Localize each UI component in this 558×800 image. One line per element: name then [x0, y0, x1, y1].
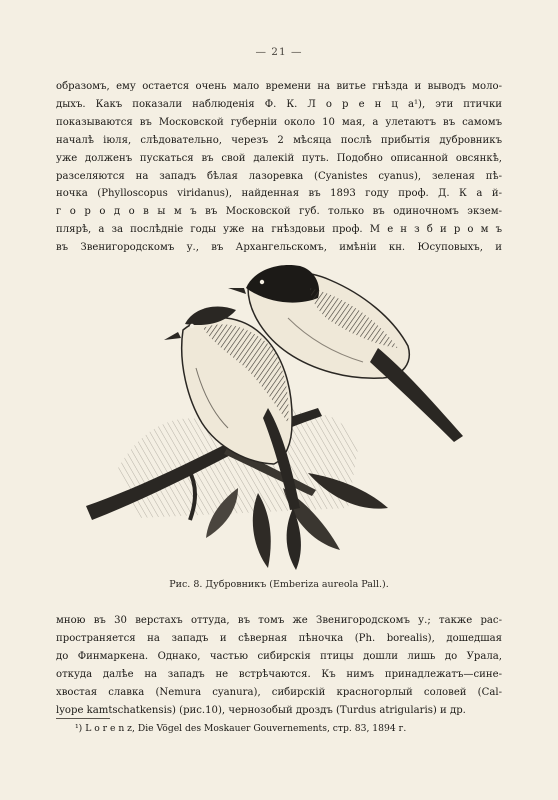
text-line: мною въ 30 верстахъ оттуда, въ томъ же Звенигородскомъ у.; также рас- [56, 615, 502, 626]
page-number: — 21 — [255, 46, 303, 58]
paragraph-upper [56, 78, 502, 257]
text-line: до Финмаркена. Однако, частью сибирскія птицы дошли лишь до Урала, [56, 650, 502, 662]
text-line: плярѣ, а за послѣдніе годы уже на гнѣздовьи проф. М е н з б и р о м ъ [56, 224, 502, 236]
paragraph-lower [56, 612, 502, 719]
footnote: ¹) L o r e n z, Die Vögel des Moskauer Gouvernements, стр. 83, 1894 г. [75, 723, 407, 734]
text-line: откуда далѣе на западъ не встрѣчаются. Къ нимъ принадлежатъ—сине- [56, 668, 502, 680]
text-line: въ Звенигородскомъ у., въ Архангельскомъ, имѣніи кн. Юсуповыхъ, и [56, 242, 502, 254]
footnote-rule [56, 718, 110, 719]
text-line: пространяется на западъ и сѣверная пѣночка (Ph. borealis), дошедшая [56, 632, 502, 644]
text-line: lyope kamtschatkensis) (рис.10), чернозобый дроздъ (Turdus atrigularis) и др. [56, 704, 466, 716]
text-line: хвостая славка (Nemura cyanura), сибирскій красногорлый соловей (Cal- [56, 686, 502, 698]
text-line: г о р о д о в ы м ъ въ Московской губ. только въ одиночномъ экзем- [56, 206, 502, 218]
bird-engraving-illustration [78, 258, 478, 574]
text-line: разселяются на западъ бѣлая лазоревка (Cyanistes cyanus), зеленая пѣ- [56, 170, 502, 182]
text-line: уже долженъ пускаться въ свой далекій путь. Подобно описанной овсянкѣ, [56, 152, 502, 164]
text-line: показываются въ Московской губерніи около 10 мая, а улетаютъ въ самомъ [56, 116, 502, 128]
text-line: дыхъ. Какъ показали наблюденія Ф. К. Л о р е н ц а¹), эти птички [56, 98, 502, 110]
text-line: ночка (Phylloscopus viridanus), найденная въ 1893 году проф. Д. К а й- [56, 188, 502, 200]
figure-caption: Рис. 8. Дубровникъ (Emberiza aureola Pall.). [169, 579, 389, 590]
text-line: началѣ іюля, слѣдовательно, черезъ 2 мѣсяца послѣ прибытія дубровникъ [56, 134, 502, 146]
text-line: образомъ, ему остается очень мало времени на витье гнѣзда и выводъ моло- [56, 81, 502, 92]
